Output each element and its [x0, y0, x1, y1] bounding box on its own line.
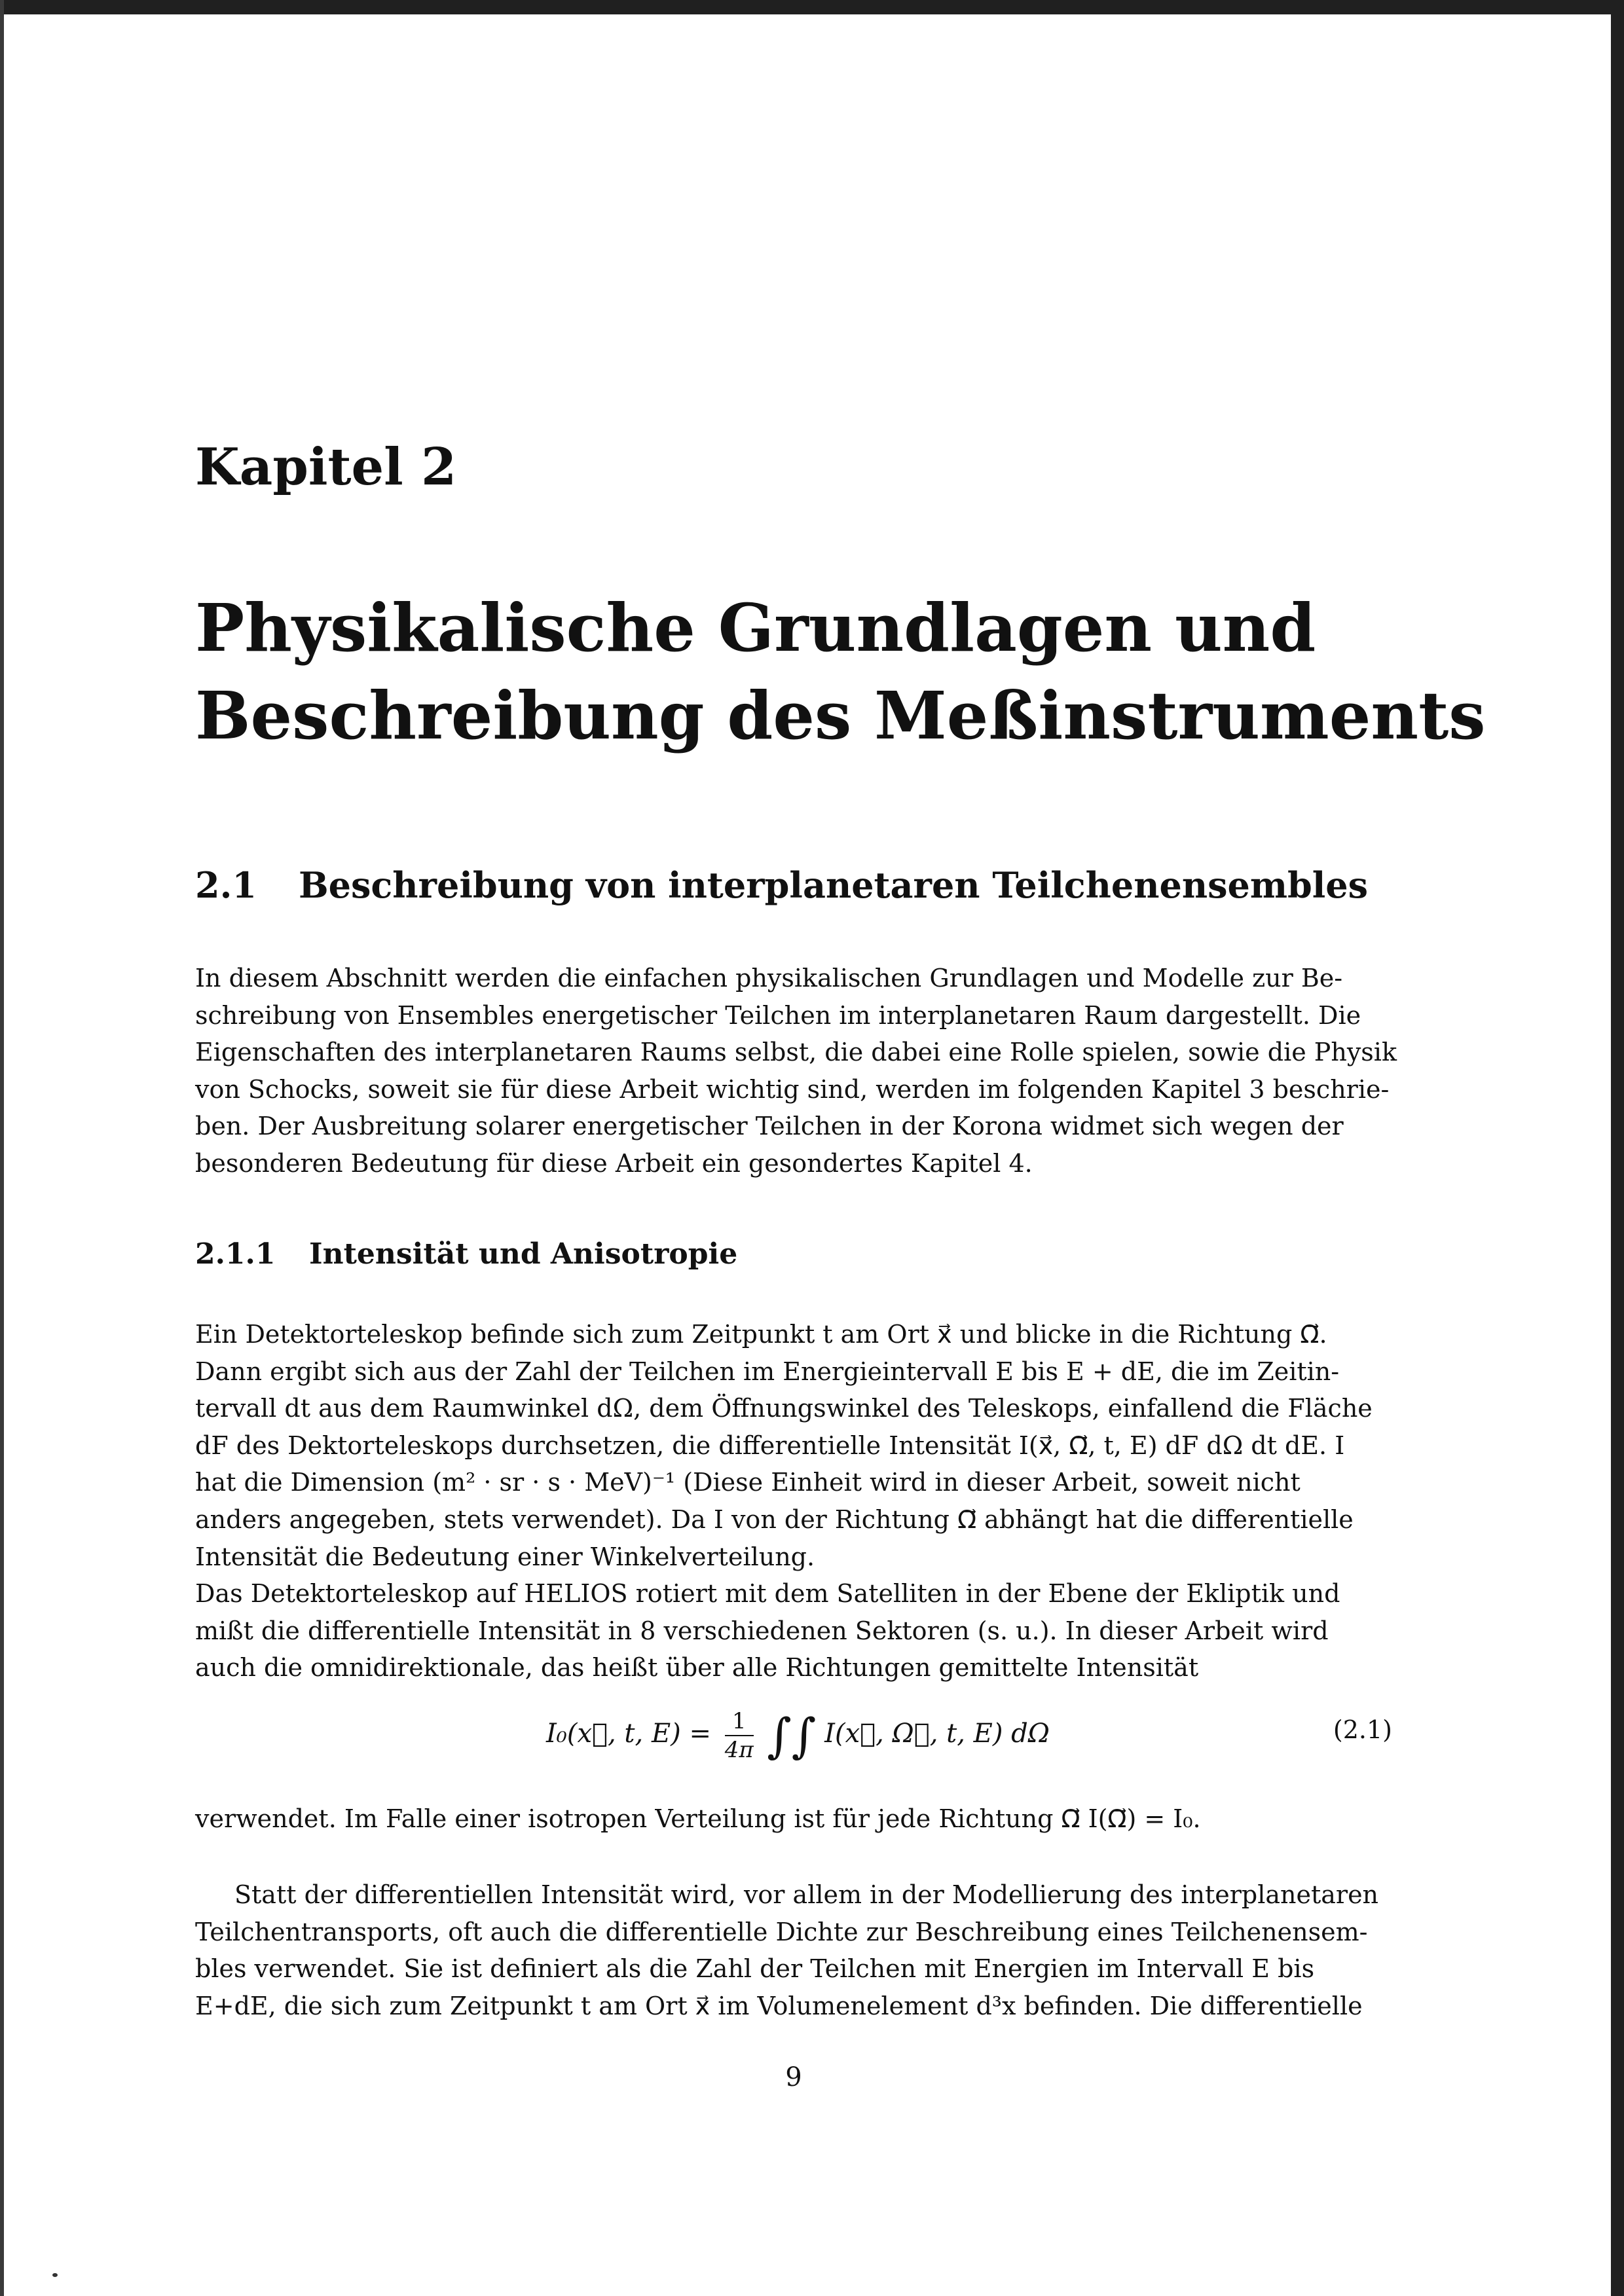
equation-rhs: I(x⃗, Ω⃗, t, E) dΩ — [824, 1719, 1050, 1749]
scan-border-right — [1611, 0, 1624, 2296]
equation-fraction — [725, 1707, 754, 1764]
paragraph-density — [195, 1876, 1392, 2024]
text-line: tervall dt aus dem Raumwinkel dΩ, dem Öffnungswinkel des Teleskops, einfallend die Fläche — [195, 1394, 1373, 1423]
paragraph-intro — [195, 960, 1397, 1182]
text-line: von Schocks, soweit sie für diese Arbeit wichtig sind, werden im folgenden Kapitel 3 beschrie- — [195, 1074, 1390, 1104]
text-line: auch die omnidirektionale, das heißt über alle Richtungen gemittelte Intensität — [195, 1653, 1199, 1683]
chapter-title — [195, 584, 1486, 759]
subsection-number: 2.1.1 — [195, 1237, 276, 1271]
text-line: ben. Der Ausbreitung solarer energetischer Teilchen in der Korona widmet sich wegen der — [195, 1112, 1344, 1141]
text-line: Statt der differentiellen Intensität wird, vor allem in der Modellierung des interplanetaren — [234, 1880, 1379, 1909]
scan-border-top — [0, 0, 1624, 14]
scan-speck — [52, 2273, 58, 2277]
text-line: schreibung von Ensembles energetischer Teilchen im interplanetaren Raum dargestellt. Die — [195, 1000, 1361, 1030]
paragraph-intensity — [195, 1316, 1392, 1686]
subsection-title: Intensität und Anisotropie — [309, 1237, 738, 1271]
chapter-title-line-1: Physikalische Grundlagen und — [195, 589, 1316, 666]
text-line: Das Detektorteleskop auf HELIOS rotiert mit dem Satelliten in der Ebene der Ekliptik und — [195, 1579, 1340, 1609]
chapter-title-line-2: Beschreibung des Meßinstruments — [195, 677, 1486, 754]
text-line: Eigenschaften des interplanetaren Raums selbst, die dabei eine Rolle spielen, sowie die Physik — [195, 1038, 1397, 1067]
equation-2-1 — [195, 1694, 1392, 1766]
text-line: anders angegeben, stets verwendet). Da I von der Richtung Ω⃗ abhängt hat die differentielle — [195, 1504, 1354, 1534]
text-line: E+dE, die sich zum Zeitpunkt t am Ort x⃗ im Volumenelement d³x befinden. Die differentielle — [195, 1991, 1363, 2020]
text-line: bles verwendet. Sie ist definiert als die Zahl der Teilchen mit Energien im Intervall E bis — [195, 1954, 1315, 1984]
subsection-heading — [195, 1237, 737, 1271]
fraction-numerator: 1 — [725, 1707, 754, 1736]
text-line: verwendet. Im Falle einer isotropen Verteilung ist für jede Richtung Ω⃗ I(Ω⃗) = I₀. — [195, 1804, 1201, 1833]
text-line: Ein Detektorteleskop befinde sich zum Zeitpunkt t am Ort x⃗ und blicke in die Richtung Ω⃗. — [195, 1320, 1327, 1349]
fraction-denominator: 4π — [724, 1737, 754, 1763]
section-number: 2.1 — [195, 864, 257, 906]
text-line: Intensität die Bedeutung einer Winkelverteilung. — [195, 1542, 815, 1571]
text-line: mißt die differentielle Intensität in 8 verschiedenen Sektoren (s. u.). In dieser Arbeit wird — [195, 1616, 1329, 1645]
double-integral-symbol: ∫∫ — [767, 1708, 817, 1763]
section-title: Beschreibung von interplanetaren Teilchenensembles — [299, 864, 1369, 906]
paragraph-isotropic — [195, 1800, 1392, 1838]
scan-border-left — [0, 0, 4, 2296]
equation-body — [546, 1707, 1050, 1764]
text-line: hat die Dimension (m² · sr · s · MeV)⁻¹ (Diese Einheit wird in dieser Arbeit, soweit nicht — [195, 1468, 1301, 1497]
section-heading — [195, 864, 1368, 906]
text-line: Teilchentransports, oft auch die differentielle Dichte zur Beschreibung eines Teilchenensem- — [195, 1917, 1368, 1946]
page-number: 9 — [785, 2062, 802, 2092]
equation-number: (2.1) — [1333, 1715, 1392, 1744]
equation-lhs: I₀(x⃗, t, E) = — [546, 1719, 711, 1749]
text-line: dF des Dektorteleskops durchsetzen, die differentielle Intensität I(x⃗, Ω⃗, t, E) dF dΩ dt dE. I — [195, 1430, 1345, 1460]
text-line: In diesem Abschnitt werden die einfachen physikalischen Grundlagen und Modelle zur Be- — [195, 964, 1343, 993]
text-line: Dann ergibt sich aus der Zahl der Teilchen im Energieintervall E bis E + dE, die im Zeitin- — [195, 1357, 1340, 1386]
text-line: besonderen Bedeutung für diese Arbeit ein gesondertes Kapitel 4. — [195, 1148, 1033, 1178]
chapter-label: Kapitel 2 — [195, 437, 457, 497]
